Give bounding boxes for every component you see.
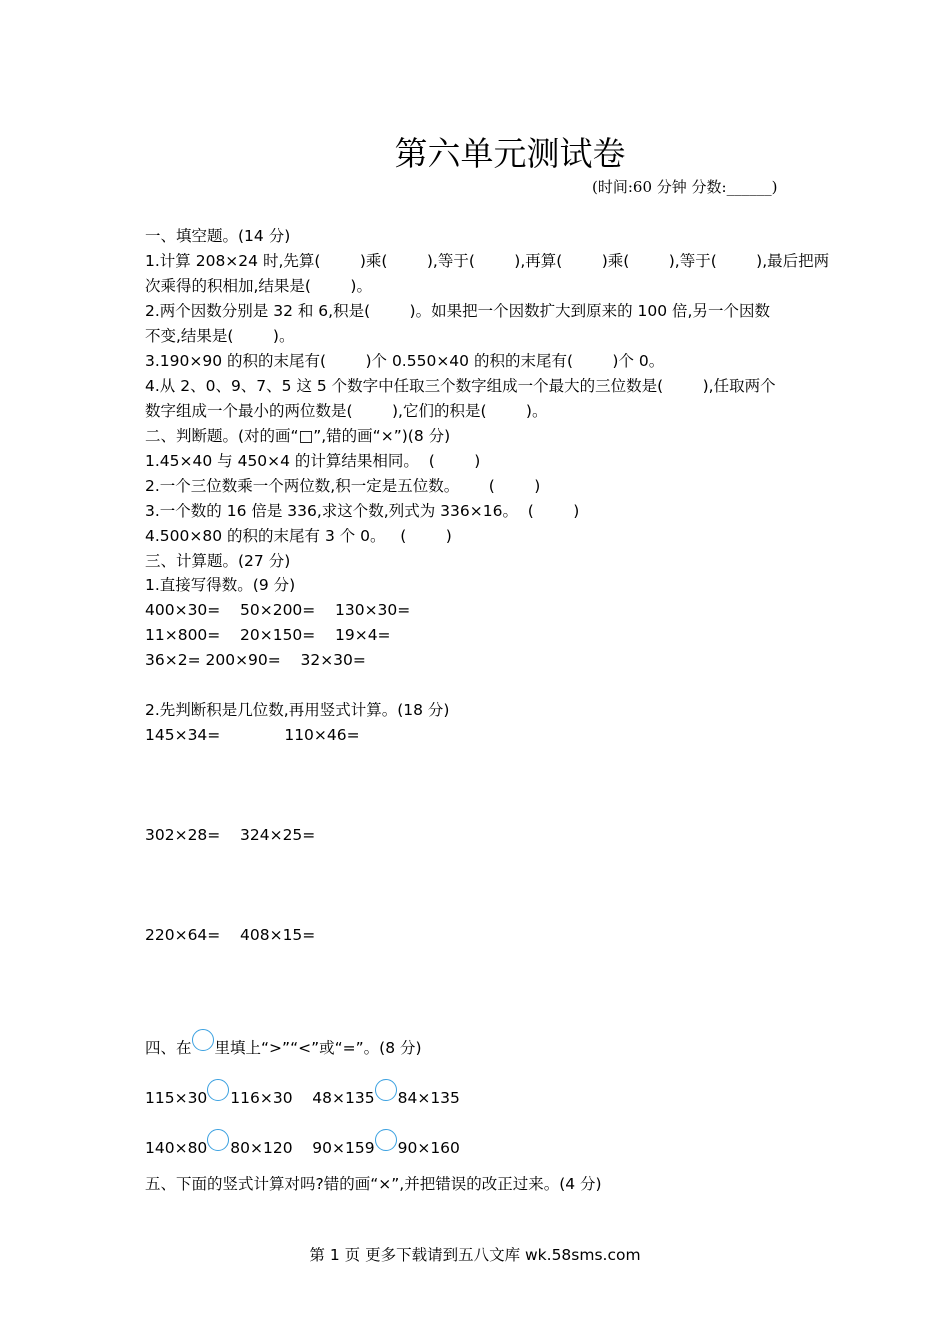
oral-row-1: 400×30= 50×200= 130×30= (145, 601, 411, 619)
section-4-title (145, 1029, 422, 1058)
vertical-row-2: 302×28= 324×25= (145, 826, 316, 844)
section-4-title-a: 四、在 (145, 1039, 192, 1057)
compare-2-circle[interactable] (375, 1079, 397, 1101)
compare-3-left: 140×80 (145, 1139, 208, 1157)
judge-q3: 3.一个数的 16 倍是 336,求这个数,列式为 336×16。 ( ) (145, 502, 580, 520)
calc-q1-title: 1.直接写得数。(9 分) (145, 576, 296, 594)
compare-4-right: 90×160 (397, 1139, 460, 1157)
compare-circle-icon (192, 1029, 214, 1051)
compare-2-right: 84×135 (397, 1089, 460, 1107)
vertical-row-1: 145×34= 110×46= (145, 726, 360, 744)
compare-3-mid: 80×120 90×159 (230, 1139, 375, 1157)
fill-q1-line1: 1.计算 208×24 时,先算( )乘( ),等于( ),再算( )乘( ),等于( ),最后把两 (145, 252, 830, 270)
oral-row-3: 36×2= 200×90= 32×30= (145, 651, 366, 669)
compare-row-1 (145, 1079, 460, 1108)
compare-row-2 (145, 1129, 460, 1158)
compare-1-mid: 116×30 48×135 (230, 1089, 375, 1107)
compare-1-left: 115×30 (145, 1089, 208, 1107)
section-5-title: 五、下面的竖式计算对吗?错的画“×”,并把错误的改正过来。(4 分) (145, 1175, 602, 1193)
judge-q4: 4.500×80 的积的末尾有 3 个 0。 ( ) (145, 527, 452, 545)
vertical-row-3: 220×64= 408×15= (145, 926, 316, 944)
section-3-title: 三、计算题。(27 分) (145, 552, 291, 570)
section-2-title: 二、判断题。(对的画“□”,错的画“×”)(8 分) (145, 427, 451, 445)
fill-q4-line1: 4.从 2、0、9、7、5 这 5 个数字中任取三个数字组成一个最大的三位数是( ),任取两个 (145, 377, 776, 395)
fill-q3: 3.190×90 的积的末尾有( )个 0.550×40 的积的末尾有( )个 0。 (145, 352, 665, 370)
compare-3-circle[interactable] (207, 1129, 229, 1151)
time-score-line: (时间:60 分钟 分数:______) (592, 178, 778, 196)
section-4-title-b: 里填上“>”“<”或“=”。(8 分) (214, 1039, 422, 1057)
oral-row-2: 11×800= 20×150= 19×4= (145, 626, 391, 644)
section-1-title: 一、填空题。(14 分) (145, 227, 291, 245)
fill-q2-line1: 2.两个因数分别是 32 和 6,积是( )。如果把一个因数扩大到原来的 100 倍,另一个因数 (145, 302, 770, 320)
fill-q1-line2: 次乘得的积相加,结果是( )。 (145, 277, 372, 295)
page-title: 第六单元测试卷 (394, 134, 626, 173)
fill-q2-line2: 不变,结果是( )。 (145, 327, 295, 345)
page-footer: 第 1 页 更多下载请到五八文库 wk.58sms.com (309, 1246, 641, 1264)
compare-1-circle[interactable] (207, 1079, 229, 1101)
fill-q4-line2: 数字组成一个最小的两位数是( ),它们的积是( )。 (145, 402, 548, 420)
judge-q1: 1.45×40 与 450×4 的计算结果相同。 ( ) (145, 452, 481, 470)
compare-4-circle[interactable] (375, 1129, 397, 1151)
judge-q2: 2.一个三位数乘一个两位数,积一定是五位数。 ( ) (145, 477, 541, 495)
calc-q2-title: 2.先判断积是几位数,再用竖式计算。(18 分) (145, 701, 450, 719)
